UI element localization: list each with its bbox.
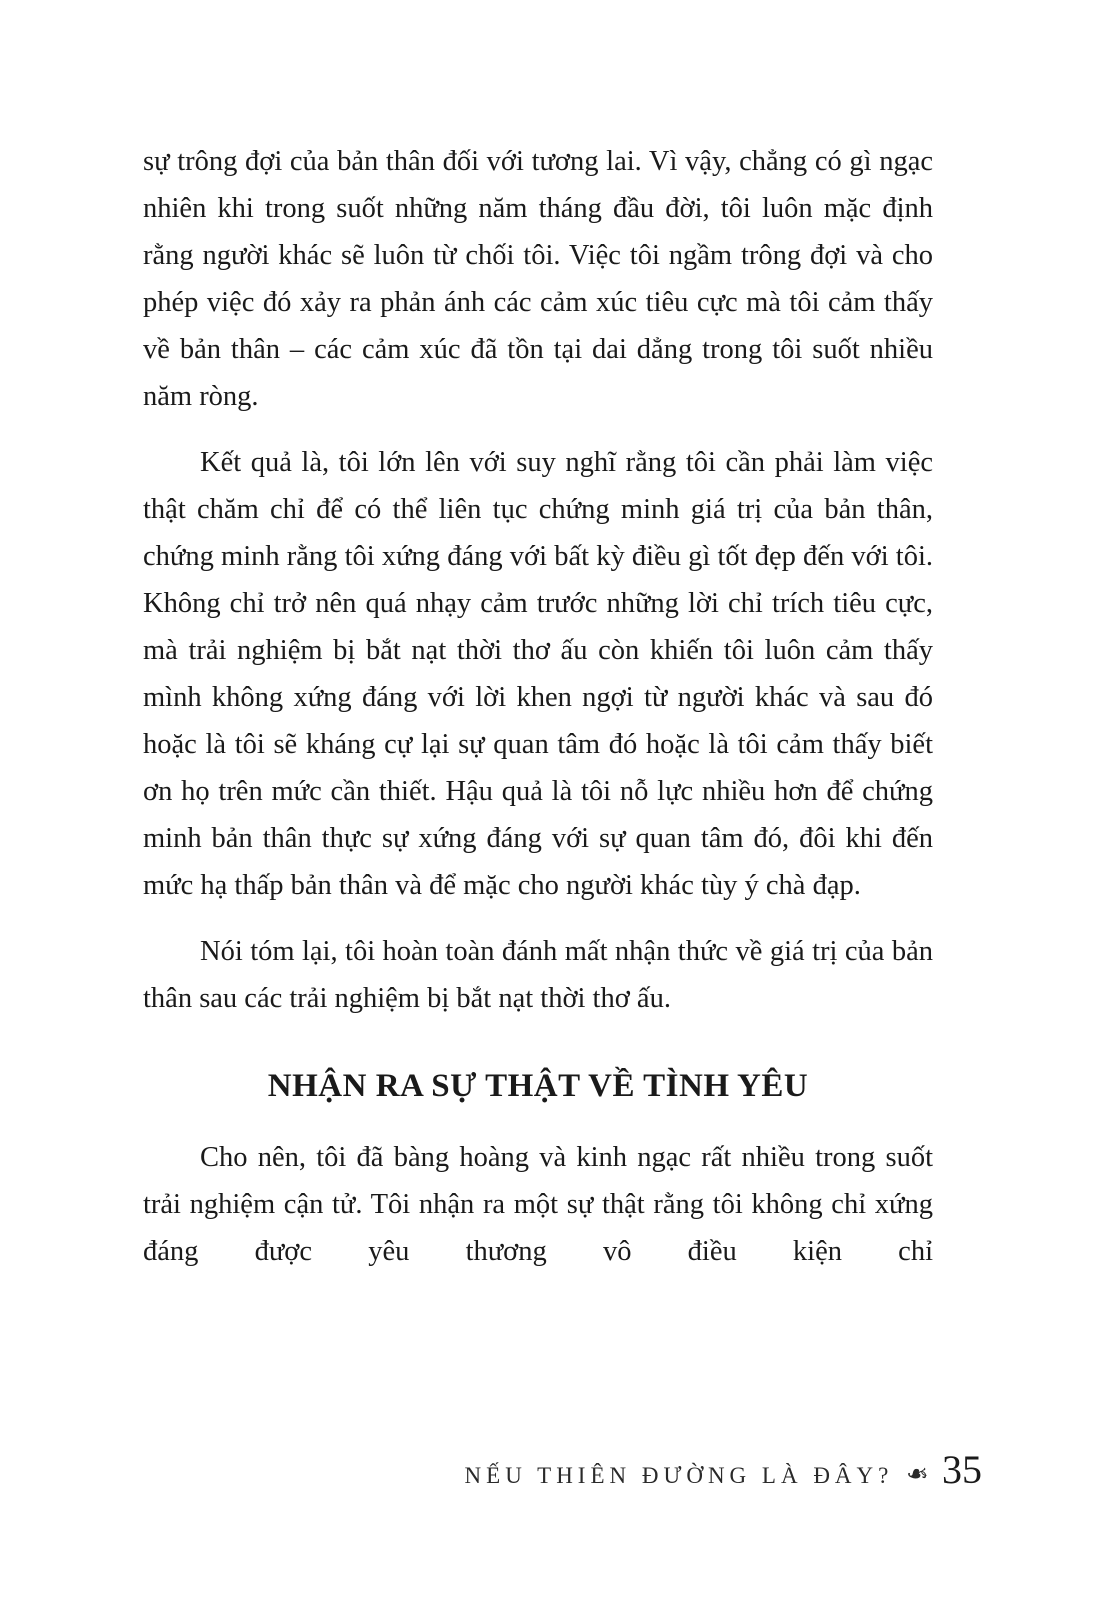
running-title: NẾU THIÊN ĐƯỜNG LÀ ĐÂY? — [464, 1463, 894, 1488]
text-block — [143, 138, 933, 1294]
fleuron-ornament-icon: ❧ — [906, 1459, 929, 1490]
section-heading: NHẬN RA SỰ THẬT VỀ TÌNH YÊU — [267, 1068, 809, 1104]
paragraph: Kết quả là, tôi lớn lên với suy nghĩ rằng tôi cần phải làm việc thật chăm chỉ để có thể liên tục chứng minh giá trị của bản thân, chứng minh rằng tôi xứng đáng với bất kỳ điều gì tốt đẹp đến với tôi. Không chỉ trở nên quá nhạy cảm trước những lời chỉ trích tiêu cực, mà trải nghiệm bị bắt nạt thời thơ ấu còn khiến tôi luôn cảm thấy mình không xứng đáng với lời khen ngợi từ người khác và sau đó hoặc là tôi sẽ kháng cự lại sự quan tâm đó hoặc là tôi cảm thấy biết ơn họ trên mức cần thiết. Hậu quả là tôi nỗ lực nhiều hơn để chứng minh bản thân thực sự xứng đáng với sự quan tâm đó, đôi khi đến mức hạ thấp bản thân và để mặc cho người khác tùy ý chà đạp. — [143, 447, 933, 901]
page-footer — [0, 1446, 982, 1493]
page-number: 35 — [942, 1447, 982, 1492]
paragraph: sự trông đợi của bản thân đối với tương lai. Vì vậy, chẳng có gì ngạc nhiên khi trong suốt những năm tháng đầu đời, tôi luôn mặc định rằng người khác sẽ luôn từ chối tôi. Việc tôi ngầm trông đợi và cho phép việc đó xảy ra phản ánh các cảm xúc tiêu cực mà tôi cảm thấy về bản thân – các cảm xúc đã tồn tại dai dẳng trong tôi suốt nhiều năm ròng. — [143, 146, 933, 412]
paragraph: Cho nên, tôi đã bàng hoàng và kinh ngạc rất nhiều trong suốt trải nghiệm cận tử. Tôi nhận ra một sự thật rằng tôi không chỉ xứng đáng được yêu thương vô điều kiện chỉ — [143, 1142, 933, 1267]
paragraph: Nói tóm lại, tôi hoàn toàn đánh mất nhận thức về giá trị của bản thân sau các trải nghiệm bị bắt nạt thời thơ ấu. — [143, 936, 933, 1014]
